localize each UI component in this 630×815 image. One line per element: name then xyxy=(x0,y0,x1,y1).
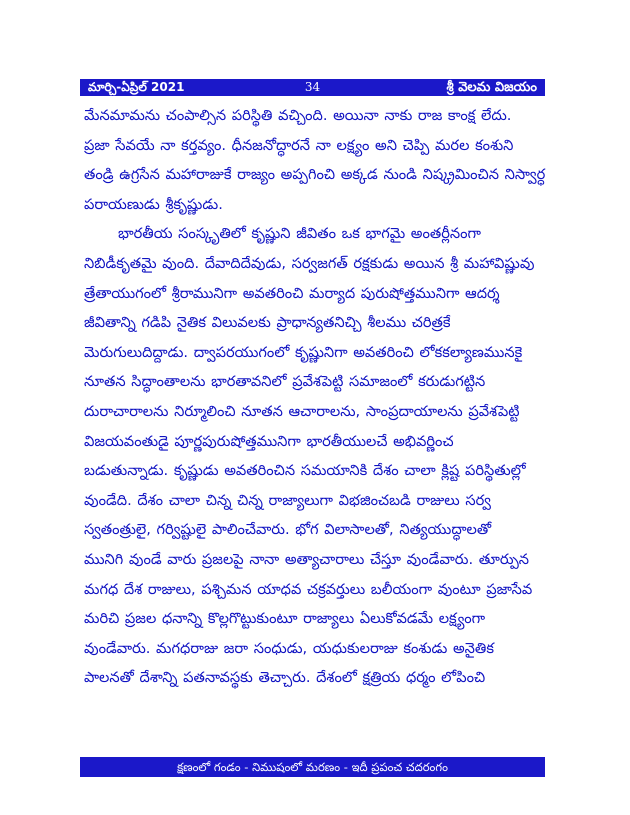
text-line: పరాయణుడు శ్రీకృష్ణుడు. xyxy=(84,195,223,213)
text-line: స్వతంత్రులై, గర్విష్టులై పాలించేవారు. భోగ విలాసాలతో, నిత్యయుద్ధాలతో xyxy=(84,521,492,539)
text-line: పాలనతో దేశాన్ని పతనావస్థకు తెచ్చారు. దేశంలో క్షత్రియ ధర్మం లోపించి xyxy=(84,669,486,687)
text-line: ప్రజా సేవయే నా కర్తవ్యం. ధీనజనోద్ధారనే నా లక్ష్యం అని చెప్పి మరల కంశుని xyxy=(84,136,514,154)
text-line: వుండేది. దేశం చాలా చిన్న చిన్న రాజ్యాలుగా విభజించబడి రాజులు సర్వ xyxy=(84,491,491,509)
text-line: విజయవంతుడై పూర్ణపురుషోత్తమునిగా భారతీయులచే అభివర్ణించ xyxy=(84,432,454,450)
text-line: జీవితాన్ని గడిపి నైతిక విలువలకు ప్రాధాన్యతనిచ్చి శీలము చరిత్రకే xyxy=(84,314,451,332)
text-line: మేనమామను చంపాల్సిన పరిస్థితి వచ్చింది. అయినా నాకు రాజ కాంక్ష లేదు. xyxy=(84,107,512,124)
text-line: భారతీయ సంస్కృతిలో కృష్ణుని జీవితం ఒక భాగమై అంతర్లీనంగా xyxy=(118,225,481,243)
text-line: నిబిడీకృతమై వుంది. దేవాదిదేవుడు, సర్వజగత్ రక్షకుడు అయిన శ్రీ మహావిష్ణువు xyxy=(84,254,535,272)
text-line: త్రేతాయుగంలో శ్రీరామునిగా అవతరించి మర్యాద పురుషోత్తమునిగా ఆదర్శ xyxy=(84,284,500,302)
footer-tagline: క్షణంలో గండం - నిముషంలో మరణం - ఇదీ ప్రపంచ చదరంగం xyxy=(177,760,448,774)
page-header-bar xyxy=(80,79,545,96)
text-line: మెరుగులుదిద్దాడు. ద్వాపరయుగంలో కృష్ణునిగా అవతరించి లోకకల్యాణమునకై xyxy=(84,343,523,361)
text-line: తండ్రి ఉగ్రసేన మహారాజుకే రాజ్యం అప్పగించి అక్కడ నుండి నిష్క్రమించిన నిస్వార్ధ xyxy=(84,166,546,184)
text-line: వుండేవారు. మగధరాజు జరా సంధుడు, యధుకులరాజు కంశుడు అనైతిక xyxy=(84,639,494,657)
magazine-title: శ్రీ వెలమ విజయం xyxy=(446,80,537,95)
page-number: 34 xyxy=(304,80,321,94)
text-line: మరిచి ప్రజల ధనాన్ని కొల్లగొట్టుకుంటూ రాజ్యాలు ఏలుకోవడమే లక్ష్యంగా xyxy=(84,610,486,628)
text-line: దురాచారాలను నిర్మూలించి నూతన ఆచారాలను, సాంప్రదాయాలను ప్రవేశపెట్టి xyxy=(84,402,520,420)
text-line: నూతన సిద్ధాంతాలను భారతావనిలో ప్రవేశపెట్టి సమాజంలో కరుడుగట్టిన xyxy=(84,373,486,391)
issue-date: మార్చి-ఏప్రిల్ 2021 xyxy=(88,80,185,94)
text-line: బడుతున్నాడు. కృష్ణుడు అవతరించిన సమయానికి దేశం చాలా క్లిష్ట పరిస్థితుల్లో xyxy=(84,462,526,480)
article-body xyxy=(84,101,546,693)
page-footer-bar xyxy=(80,757,545,777)
text-line: మగధ దేశ రాజులు, పశ్చిమన యాధవ చక్రవర్తులు బలీయంగా వుంటూ ప్రజాసేవ xyxy=(84,580,533,598)
text-line: మునిగి వుండే వారు ప్రజలపై నానా అత్యాచారాలు చేస్తూ వుండేవారు. తూర్పున xyxy=(84,550,530,568)
